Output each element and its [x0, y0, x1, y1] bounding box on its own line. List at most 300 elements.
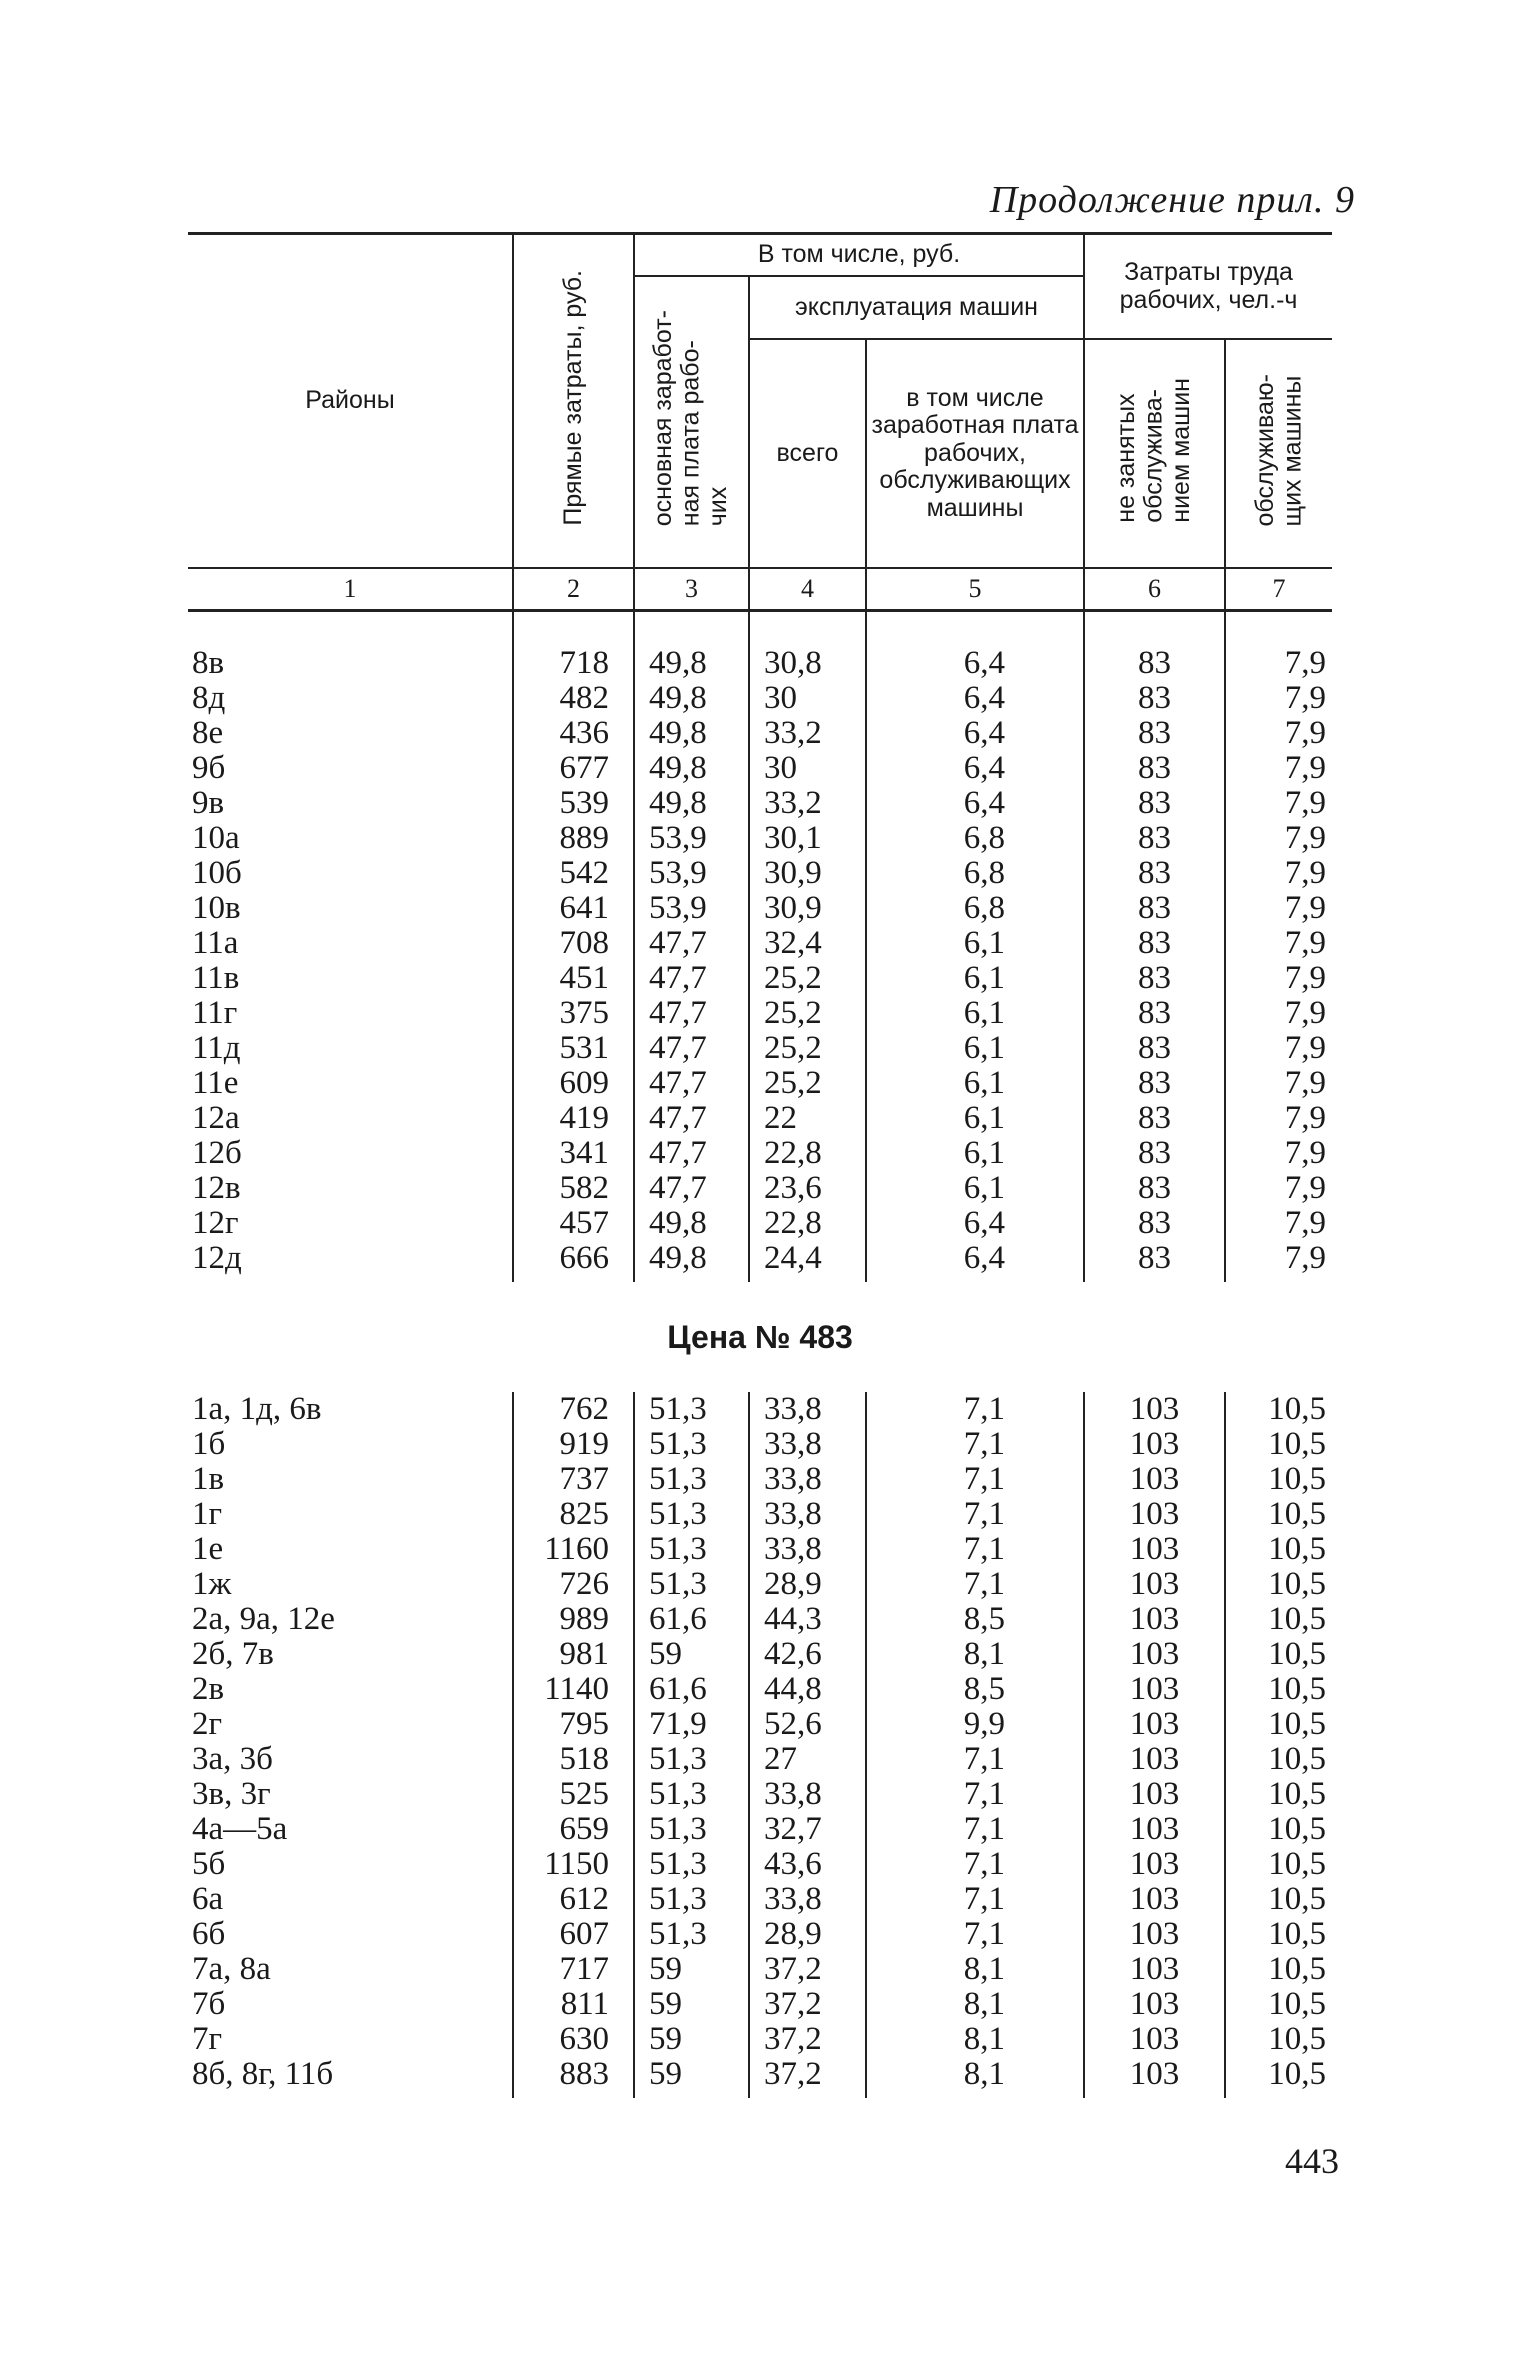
column-number: 2: [513, 568, 634, 611]
value-cell: 103: [1084, 1847, 1225, 1882]
region-cell: 3а, 3б: [192, 1741, 273, 1777]
value-cell: 6,4: [866, 681, 1084, 716]
value-cell: 7,9: [1225, 891, 1332, 926]
value-cell: 981: [513, 1637, 634, 1672]
value-cell: 103: [1084, 1672, 1225, 1707]
value-cell: 47,7: [634, 961, 749, 996]
value-cell: 6,8: [866, 891, 1084, 926]
value-cell: 1140: [513, 1672, 634, 1707]
value-cell: 47,7: [634, 926, 749, 961]
value-cell: 10,5: [1225, 1637, 1332, 1672]
value-cell: 53,9: [634, 891, 749, 926]
value-cell: 30,9: [749, 856, 866, 891]
header-labor: Затраты труда рабочих, чел.-ч: [1084, 234, 1332, 340]
value-cell: 989: [513, 1602, 634, 1637]
value-cell: 49,8: [634, 786, 749, 821]
value-cell: 83: [1084, 821, 1225, 856]
value-cell: 27: [749, 1742, 866, 1777]
value-cell: 83: [1084, 786, 1225, 821]
value-cell: 103: [1084, 2022, 1225, 2057]
value-cell: 7,9: [1225, 1136, 1332, 1171]
region-cell: 10б: [192, 855, 242, 891]
region-cell: 12а: [192, 1100, 240, 1136]
region-cell: 6а: [192, 1881, 224, 1917]
value-cell: 457: [513, 1206, 634, 1241]
region-cell: 3в, 3г: [192, 1776, 271, 1812]
header-not-servicing: [1084, 339, 1225, 568]
value-cell: 7,9: [1225, 1241, 1332, 1276]
value-cell: 10,5: [1225, 1917, 1332, 1952]
value-cell: 51,3: [634, 1462, 749, 1497]
region-cell: 10а: [192, 820, 240, 856]
value-cell: 6,4: [866, 786, 1084, 821]
value-cell: 717: [513, 1952, 634, 1987]
table-row: [188, 2022, 1332, 2057]
value-cell: 7,1: [866, 1497, 1084, 1532]
value-cell: 7,1: [866, 1567, 1084, 1602]
table-header: [188, 234, 1332, 611]
value-cell: 6,8: [866, 856, 1084, 891]
value-cell: 52,6: [749, 1707, 866, 1742]
value-cell: 32,4: [749, 926, 866, 961]
value-cell: 37,2: [749, 2022, 866, 2057]
value-cell: 83: [1084, 646, 1225, 681]
value-cell: 7,9: [1225, 1206, 1332, 1241]
value-cell: 103: [1084, 1462, 1225, 1497]
value-cell: 609: [513, 1066, 634, 1101]
table-row: [188, 1882, 1332, 1917]
value-cell: 33,8: [749, 1427, 866, 1462]
region-cell: 7а, 8а: [192, 1951, 271, 1987]
value-cell: 33,2: [749, 786, 866, 821]
value-cell: 10,5: [1225, 1392, 1332, 1427]
value-cell: 51,3: [634, 1742, 749, 1777]
value-cell: 103: [1084, 1812, 1225, 1847]
value-cell: 525: [513, 1777, 634, 1812]
header-servicing: [1225, 339, 1332, 568]
value-cell: 83: [1084, 681, 1225, 716]
value-cell: 28,9: [749, 1567, 866, 1602]
header-machine-operation: эксплуатация машин: [749, 276, 1084, 340]
value-cell: 44,3: [749, 1602, 866, 1637]
table-row: [188, 891, 1332, 926]
value-cell: 375: [513, 996, 634, 1031]
value-cell: 59: [634, 1952, 749, 1987]
value-cell: 7,9: [1225, 716, 1332, 751]
table-row: [188, 1952, 1332, 1987]
value-cell: 83: [1084, 1241, 1225, 1276]
table-row: [188, 996, 1332, 1031]
value-cell: 762: [513, 1392, 634, 1427]
value-cell: 51,3: [634, 1777, 749, 1812]
table-row: [188, 1602, 1332, 1637]
header-including-wage: в том числе заработная плата рабочих, обслуживающих машины: [866, 339, 1084, 568]
value-cell: 7,9: [1225, 856, 1332, 891]
value-cell: 10,5: [1225, 1427, 1332, 1462]
value-cell: 6,1: [866, 1066, 1084, 1101]
value-cell: 7,9: [1225, 961, 1332, 996]
table-row: [188, 1497, 1332, 1532]
table-row: [188, 2057, 1332, 2092]
table-row: [188, 1917, 1332, 1952]
value-cell: 51,3: [634, 1497, 749, 1532]
table-row: [188, 1427, 1332, 1462]
table-row: [188, 1206, 1332, 1241]
value-cell: 10,5: [1225, 1882, 1332, 1917]
header-including: В том числе, руб.: [634, 234, 1084, 276]
value-cell: 103: [1084, 1392, 1225, 1427]
value-cell: 25,2: [749, 1031, 866, 1066]
value-cell: 28,9: [749, 1917, 866, 1952]
value-cell: 83: [1084, 1101, 1225, 1136]
table-row: [188, 1136, 1332, 1171]
region-cell: 2а, 9а, 12е: [192, 1601, 335, 1637]
value-cell: 451: [513, 961, 634, 996]
value-cell: 542: [513, 856, 634, 891]
region-cell: 1е: [192, 1531, 224, 1567]
value-cell: 47,7: [634, 1101, 749, 1136]
value-cell: 103: [1084, 1742, 1225, 1777]
value-cell: 10,5: [1225, 1812, 1332, 1847]
cost-table: [188, 232, 1332, 2098]
region-cell: 11е: [192, 1065, 239, 1101]
table-row: [188, 1707, 1332, 1742]
value-cell: 44,8: [749, 1672, 866, 1707]
value-cell: 10,5: [1225, 2057, 1332, 2092]
value-cell: 7,9: [1225, 926, 1332, 961]
table-row: [188, 786, 1332, 821]
value-cell: 6,1: [866, 926, 1084, 961]
value-cell: 103: [1084, 1707, 1225, 1742]
value-cell: 883: [513, 2057, 634, 2092]
value-cell: 10,5: [1225, 1987, 1332, 2022]
table-row: [188, 646, 1332, 681]
value-cell: 24,4: [749, 1241, 866, 1276]
value-cell: 518: [513, 1742, 634, 1777]
table-row: [188, 1987, 1332, 2022]
value-cell: 30,9: [749, 891, 866, 926]
value-cell: 33,8: [749, 1462, 866, 1497]
value-cell: 59: [634, 1987, 749, 2022]
value-cell: 103: [1084, 1427, 1225, 1462]
value-cell: 6,1: [866, 996, 1084, 1031]
region-cell: 1г: [192, 1496, 223, 1532]
value-cell: 10,5: [1225, 1742, 1332, 1777]
header-direct-costs: [513, 234, 634, 569]
region-cell: 9б: [192, 750, 226, 786]
value-cell: 83: [1084, 1171, 1225, 1206]
value-cell: 25,2: [749, 1066, 866, 1101]
value-cell: 7,9: [1225, 1101, 1332, 1136]
table-row: [188, 961, 1332, 996]
value-cell: 7,9: [1225, 821, 1332, 856]
value-cell: 6,4: [866, 1241, 1084, 1276]
value-cell: 47,7: [634, 1031, 749, 1066]
value-cell: 33,8: [749, 1497, 866, 1532]
value-cell: 795: [513, 1707, 634, 1742]
value-cell: 419: [513, 1101, 634, 1136]
value-cell: 1160: [513, 1532, 634, 1567]
table-row: [188, 1637, 1332, 1672]
value-cell: 7,1: [866, 1462, 1084, 1497]
price-label: Цена № 483: [667, 1318, 853, 1355]
value-cell: 53,9: [634, 856, 749, 891]
value-cell: 6,4: [866, 646, 1084, 681]
value-cell: 10,5: [1225, 1952, 1332, 1987]
value-cell: 30,8: [749, 646, 866, 681]
table-row: [188, 1532, 1332, 1567]
value-cell: 7,1: [866, 1917, 1084, 1952]
table-row: [188, 1567, 1332, 1602]
value-cell: 10,5: [1225, 2022, 1332, 2057]
table-row: [188, 1066, 1332, 1101]
value-cell: 51,3: [634, 1812, 749, 1847]
table-row: [188, 1847, 1332, 1882]
column-number: 5: [866, 568, 1084, 611]
value-cell: 22,8: [749, 1136, 866, 1171]
value-cell: 83: [1084, 716, 1225, 751]
value-cell: 83: [1084, 1206, 1225, 1241]
region-cell: 7б: [192, 1986, 226, 2022]
value-cell: 33,8: [749, 1392, 866, 1427]
value-cell: 7,9: [1225, 996, 1332, 1031]
value-cell: 6,1: [866, 961, 1084, 996]
value-cell: 103: [1084, 1567, 1225, 1602]
value-cell: 103: [1084, 1497, 1225, 1532]
value-cell: 83: [1084, 1066, 1225, 1101]
value-cell: 708: [513, 926, 634, 961]
value-cell: 33,8: [749, 1882, 866, 1917]
value-cell: 811: [513, 1987, 634, 2022]
table-row: [188, 1742, 1332, 1777]
region-cell: 11г: [192, 995, 238, 1031]
value-cell: 7,1: [866, 1777, 1084, 1812]
value-cell: 51,3: [634, 1427, 749, 1462]
value-cell: 61,6: [634, 1602, 749, 1637]
region-cell: 1б: [192, 1426, 226, 1462]
value-cell: 10,5: [1225, 1462, 1332, 1497]
value-cell: 37,2: [749, 2057, 866, 2092]
value-cell: 6,1: [866, 1136, 1084, 1171]
table-row: [188, 1241, 1332, 1276]
region-cell: 8б, 8г, 11б: [192, 2056, 334, 2092]
value-cell: 341: [513, 1136, 634, 1171]
value-cell: 582: [513, 1171, 634, 1206]
header-base-wage: [634, 276, 749, 569]
region-cell: 8д: [192, 680, 226, 716]
value-cell: 71,9: [634, 1707, 749, 1742]
column-number: 3: [634, 568, 749, 611]
value-cell: 7,1: [866, 1532, 1084, 1567]
value-cell: 8,1: [866, 1952, 1084, 1987]
value-cell: 6,4: [866, 1206, 1084, 1241]
region-cell: 8е: [192, 715, 224, 751]
value-cell: 83: [1084, 856, 1225, 891]
value-cell: 51,3: [634, 1847, 749, 1882]
value-cell: 83: [1084, 751, 1225, 786]
value-cell: 7,9: [1225, 1171, 1332, 1206]
value-cell: 49,8: [634, 681, 749, 716]
region-cell: 12в: [192, 1170, 241, 1206]
value-cell: 6,8: [866, 821, 1084, 856]
header-total: всего: [749, 339, 866, 568]
value-cell: 83: [1084, 961, 1225, 996]
value-cell: 59: [634, 1637, 749, 1672]
value-cell: 7,9: [1225, 1031, 1332, 1066]
region-cell: 4а—5а: [192, 1811, 288, 1847]
value-cell: 6,1: [866, 1031, 1084, 1066]
value-cell: 25,2: [749, 996, 866, 1031]
value-cell: 726: [513, 1567, 634, 1602]
region-cell: 1а, 1д, 6в: [192, 1391, 322, 1427]
region-cell: 11д: [192, 1030, 241, 1066]
value-cell: 607: [513, 1917, 634, 1952]
region-cell: 12б: [192, 1135, 242, 1171]
region-cell: 2б, 7в: [192, 1636, 274, 1672]
value-cell: 33,8: [749, 1532, 866, 1567]
value-cell: 7,1: [866, 1882, 1084, 1917]
value-cell: 482: [513, 681, 634, 716]
value-cell: 43,6: [749, 1847, 866, 1882]
table-row: [188, 1777, 1332, 1812]
value-cell: 49,8: [634, 716, 749, 751]
value-cell: 10,5: [1225, 1707, 1332, 1742]
value-cell: 51,3: [634, 1917, 749, 1952]
region-cell: 12г: [192, 1205, 239, 1241]
value-cell: 8,1: [866, 1987, 1084, 2022]
continued-caption: Продолжение прил. 9: [989, 179, 1355, 221]
column-number: 4: [749, 568, 866, 611]
value-cell: 49,8: [634, 1241, 749, 1276]
value-cell: 8,1: [866, 2057, 1084, 2092]
value-cell: 51,3: [634, 1392, 749, 1427]
header-direct-costs-text: Прямые затраты, руб.: [558, 269, 587, 526]
value-cell: 25,2: [749, 961, 866, 996]
value-cell: 1150: [513, 1847, 634, 1882]
region-cell: 10в: [192, 890, 241, 926]
value-cell: 10,5: [1225, 1567, 1332, 1602]
region-cell: 2г: [192, 1706, 223, 1742]
value-cell: 7,1: [866, 1812, 1084, 1847]
value-cell: 59: [634, 2022, 749, 2057]
region-cell: 1в: [192, 1461, 225, 1497]
value-cell: 103: [1084, 1987, 1225, 2022]
value-cell: 825: [513, 1497, 634, 1532]
column-number: 6: [1084, 568, 1225, 611]
table-row: [188, 1031, 1332, 1066]
value-cell: 47,7: [634, 1136, 749, 1171]
value-cell: 103: [1084, 1602, 1225, 1637]
region-cell: 7г: [192, 2021, 223, 2057]
value-cell: 103: [1084, 1777, 1225, 1812]
value-cell: 7,1: [866, 1742, 1084, 1777]
value-cell: 919: [513, 1427, 634, 1462]
value-cell: 10,5: [1225, 1847, 1332, 1882]
value-cell: 37,2: [749, 1952, 866, 1987]
value-cell: 6,1: [866, 1171, 1084, 1206]
value-cell: 30,1: [749, 821, 866, 856]
value-cell: 49,8: [634, 1206, 749, 1241]
value-cell: 8,1: [866, 2022, 1084, 2057]
value-cell: 7,9: [1225, 1066, 1332, 1101]
value-cell: 22,8: [749, 1206, 866, 1241]
value-cell: 666: [513, 1241, 634, 1276]
value-cell: 659: [513, 1812, 634, 1847]
table-row: [188, 1812, 1332, 1847]
table-row: [188, 716, 1332, 751]
value-cell: 10,5: [1225, 1532, 1332, 1567]
value-cell: 30: [749, 751, 866, 786]
value-cell: 103: [1084, 1952, 1225, 1987]
value-cell: 49,8: [634, 646, 749, 681]
region-cell: 9в: [192, 785, 225, 821]
value-cell: 10,5: [1225, 1497, 1332, 1532]
region-cell: 11в: [192, 960, 240, 996]
table-row: [188, 926, 1332, 961]
value-cell: 53,9: [634, 821, 749, 856]
value-cell: 531: [513, 1031, 634, 1066]
header-regions: Районы: [188, 234, 513, 569]
value-cell: 6,1: [866, 1101, 1084, 1136]
value-cell: 6,4: [866, 751, 1084, 786]
region-cell: 12д: [192, 1240, 242, 1276]
region-cell: 8в: [192, 645, 225, 681]
region-cell: 6б: [192, 1916, 226, 1952]
value-cell: 7,9: [1225, 646, 1332, 681]
column-number: 1: [188, 568, 513, 611]
table-row: [188, 1462, 1332, 1497]
value-cell: 83: [1084, 1031, 1225, 1066]
table-row: [188, 1392, 1332, 1427]
value-cell: 6,4: [866, 716, 1084, 751]
column-numbers-row: [188, 568, 1332, 611]
region-cell: 1ж: [192, 1566, 232, 1602]
value-cell: 32,7: [749, 1812, 866, 1847]
value-cell: 9,9: [866, 1707, 1084, 1742]
value-cell: 8,5: [866, 1602, 1084, 1637]
table-row: [188, 1171, 1332, 1206]
value-cell: 59: [634, 2057, 749, 2092]
value-cell: 37,2: [749, 1987, 866, 2022]
value-cell: 51,3: [634, 1567, 749, 1602]
value-cell: 641: [513, 891, 634, 926]
header-base-wage-text: основная заработ- ная плата рабо- чих: [649, 310, 733, 527]
value-cell: 83: [1084, 996, 1225, 1031]
table-row: [188, 821, 1332, 856]
value-cell: 47,7: [634, 1171, 749, 1206]
header-not-servicing-text: не занятых обслужива- нием машин: [1112, 377, 1196, 523]
value-cell: 22: [749, 1101, 866, 1136]
value-cell: 737: [513, 1462, 634, 1497]
value-cell: 10,5: [1225, 1777, 1332, 1812]
header-servicing-text: обслуживаю- щих машины: [1250, 374, 1307, 527]
value-cell: 33,2: [749, 716, 866, 751]
value-cell: 42,6: [749, 1637, 866, 1672]
value-cell: 7,1: [866, 1392, 1084, 1427]
table-row: [188, 751, 1332, 786]
value-cell: 10,5: [1225, 1602, 1332, 1637]
section-2-body: [188, 1392, 1332, 2098]
section-1-body: [188, 611, 1332, 1277]
region-cell: 11а: [192, 925, 239, 961]
value-cell: 612: [513, 1882, 634, 1917]
value-cell: 103: [1084, 1917, 1225, 1952]
value-cell: 83: [1084, 1136, 1225, 1171]
region-cell: 5б: [192, 1846, 226, 1882]
value-cell: 10,5: [1225, 1672, 1332, 1707]
table-row: [188, 681, 1332, 716]
value-cell: 7,1: [866, 1427, 1084, 1462]
